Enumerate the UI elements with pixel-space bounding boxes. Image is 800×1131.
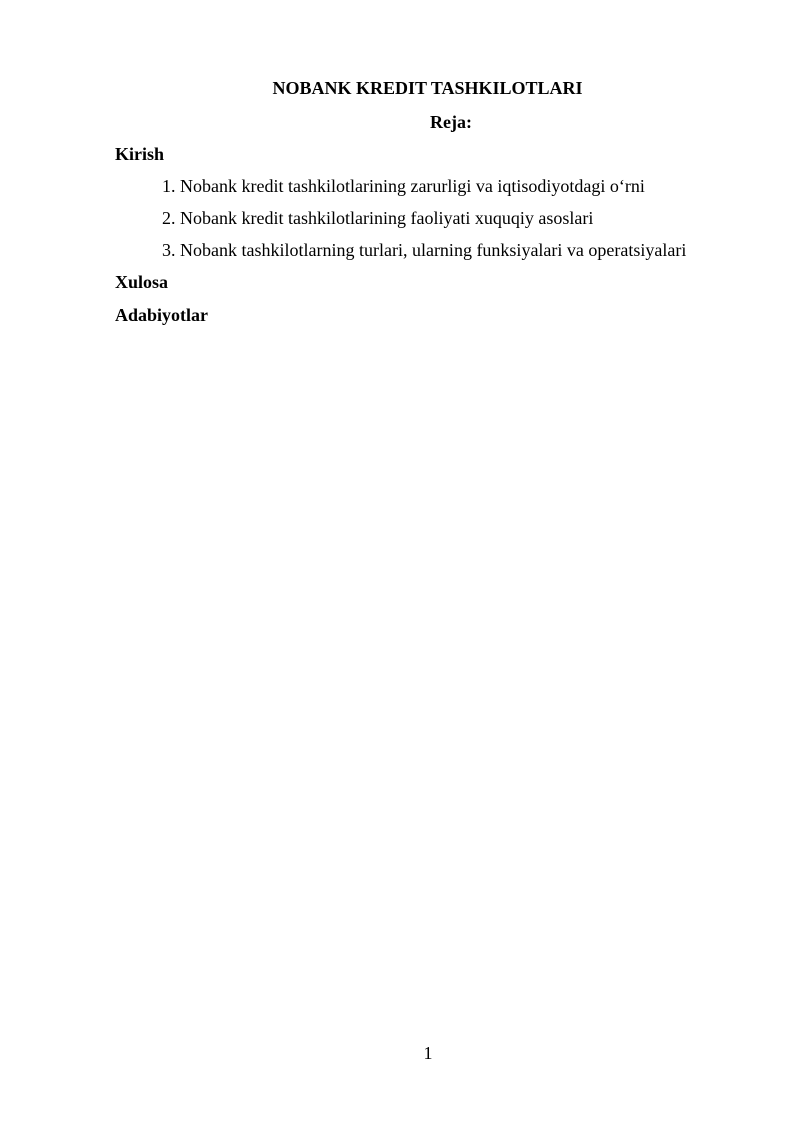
references-heading: Adabiyotlar	[115, 305, 209, 325]
plan-item: 3. Nobank tashkilotlarning turlari, ularning funksiyalari va operatsiyalari	[162, 240, 687, 260]
intro-heading: Kirish	[115, 144, 165, 164]
plan-item: 1. Nobank kredit tashkilotlarining zarurligi va iqtisodiyotdagi o‘rni	[162, 176, 645, 196]
document-title: NOBANK KREDIT TASHKILOTLARI	[272, 78, 583, 98]
plan-label: Reja:	[430, 112, 472, 132]
page-number: 1	[423, 1043, 433, 1063]
conclusion-heading: Xulosa	[115, 272, 169, 292]
plan-item: 2. Nobank kredit tashkilotlarining faoliyati xuquqiy asoslari	[162, 208, 594, 228]
